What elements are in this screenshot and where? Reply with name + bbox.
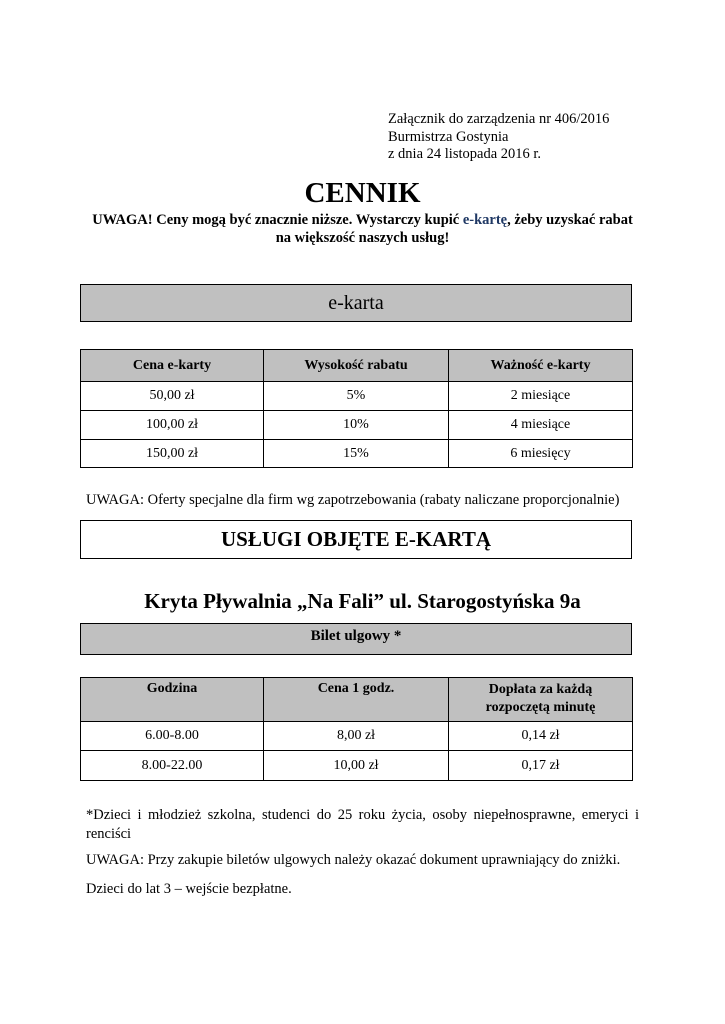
table-header-row bbox=[81, 350, 633, 382]
intro-line-2: na większość naszych usług! bbox=[275, 230, 450, 246]
table-cell: 8.00-22.00 bbox=[81, 751, 264, 781]
header-line-2: Burmistrza Gostynia bbox=[388, 128, 509, 145]
column-header: Wysokość rabatu bbox=[264, 350, 449, 382]
header-line-3: z dnia 24 listopada 2016 r. bbox=[388, 146, 542, 162]
table-row bbox=[81, 411, 633, 440]
table-row bbox=[81, 722, 633, 751]
intro-text-after: , żeby uzyskać rabat bbox=[507, 212, 633, 228]
table-cell: 8,00 zł bbox=[264, 722, 449, 751]
column-header: Dopłata za każdą rozpoczętą minutę bbox=[449, 678, 633, 722]
free-entry-note: Dzieci do lat 3 – wejście bezpłatne. bbox=[86, 881, 292, 897]
table-cell: 6.00-8.00 bbox=[81, 722, 264, 751]
document-requirement-note: UWAGA: Przy zakupie biletów ulgowych należy okazać dokument uprawniający do zniżki. bbox=[86, 852, 621, 868]
table-cell: 50,00 zł bbox=[81, 382, 264, 411]
pool-title: Kryta Pływalnia „Na Fali” ul. Starogostyńska 9a bbox=[144, 589, 581, 613]
table-row bbox=[81, 751, 633, 781]
ekarta-section-header bbox=[80, 284, 632, 322]
table-row bbox=[81, 382, 633, 411]
ekarta-link[interactable]: e-kartę bbox=[462, 212, 508, 228]
services-section-title: USŁUGI OBJĘTE E-KARTĄ bbox=[221, 527, 491, 551]
column-header: Godzina bbox=[81, 678, 264, 722]
ticket-type-header bbox=[80, 623, 632, 655]
ticket-type-label: Bilet ulgowy * bbox=[310, 628, 402, 644]
table-cell: 2 miesiące bbox=[449, 382, 633, 411]
ekarta-price-table bbox=[80, 349, 633, 468]
table-cell: 10,00 zł bbox=[264, 751, 449, 781]
services-section-header bbox=[80, 520, 632, 559]
intro-text-before: UWAGA! Ceny mogą być znacznie niższe. Wystarczy kupić bbox=[92, 212, 463, 228]
ekarta-section-title: e-karta bbox=[328, 292, 384, 314]
eligibility-footnote: *Dzieci i młodzież szkolna, studenci do 25 roku życia, osoby niepełnosprawne, emeryci i renciści bbox=[86, 807, 639, 842]
column-header: Cena e-karty bbox=[81, 350, 264, 382]
attachment-header bbox=[388, 111, 609, 164]
table-cell: 6 miesięcy bbox=[449, 440, 633, 468]
table-row bbox=[81, 440, 633, 468]
table-cell: 0,17 zł bbox=[449, 751, 633, 781]
special-offer-note: UWAGA: Oferty specjalne dla firm wg zapotrzebowania (rabaty naliczane proporcjonalnie) bbox=[86, 492, 620, 508]
table-cell: 15% bbox=[264, 440, 449, 468]
column-header: Ważność e-karty bbox=[449, 350, 633, 382]
header-line-1: Załącznik do zarządzenia nr 406/2016 bbox=[388, 111, 610, 127]
table-cell: 100,00 zł bbox=[81, 411, 264, 440]
pool-price-table bbox=[80, 677, 633, 781]
table-cell: 10% bbox=[264, 411, 449, 440]
table-cell: 150,00 zł bbox=[81, 440, 264, 468]
table-cell: 0,14 zł bbox=[449, 722, 633, 751]
intro-notice bbox=[80, 211, 645, 247]
table-cell: 4 miesiące bbox=[449, 411, 633, 440]
page-title: CENNIK bbox=[304, 177, 421, 209]
column-header: Cena 1 godz. bbox=[264, 678, 449, 722]
table-header-row bbox=[81, 678, 633, 722]
table-cell: 5% bbox=[264, 382, 449, 411]
